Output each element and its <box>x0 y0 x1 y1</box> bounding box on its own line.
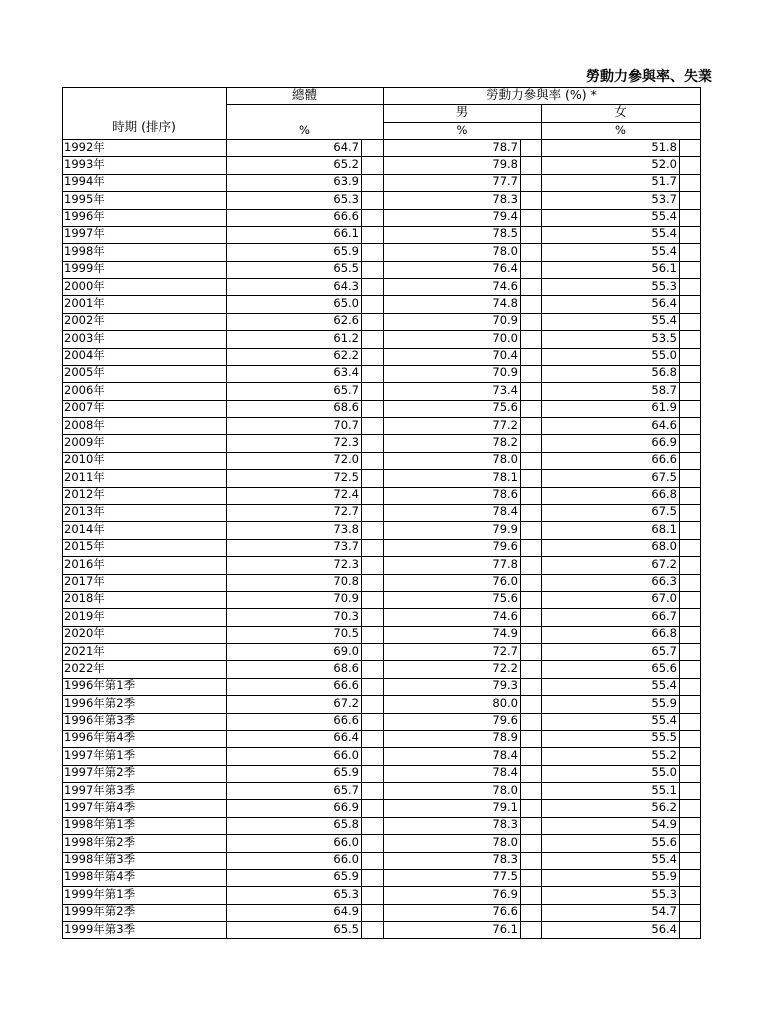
row-period: 1992年 <box>64 139 105 154</box>
row-female: 55.4 <box>651 313 677 328</box>
row-period: 1996年第1季 <box>64 678 136 693</box>
row-period: 1998年 <box>64 243 105 258</box>
row-male: 76.4 <box>492 261 518 276</box>
row-period: 1998年第1季 <box>64 817 136 832</box>
row-male: 76.9 <box>492 886 518 901</box>
row-period: 2014年 <box>64 521 105 536</box>
female-unit: % <box>615 123 626 137</box>
row-male: 78.4 <box>492 765 518 780</box>
row-female: 55.0 <box>651 765 677 780</box>
row-female: 55.3 <box>651 278 677 293</box>
row-male: 75.6 <box>492 591 518 606</box>
row-male: 79.8 <box>492 156 518 171</box>
row-female: 56.8 <box>651 365 677 380</box>
row-female: 53.7 <box>651 191 677 206</box>
row-overall: 62.6 <box>333 313 359 328</box>
row-overall: 68.6 <box>333 400 359 415</box>
male-header: 男 <box>455 104 469 119</box>
row-female: 55.4 <box>651 209 677 224</box>
row-period: 2019年 <box>64 608 105 623</box>
row-overall: 72.3 <box>333 434 359 449</box>
row-male: 77.5 <box>492 869 518 884</box>
row-period: 1998年第4季 <box>64 869 136 884</box>
row-overall: 70.5 <box>333 626 359 641</box>
row-male: 74.9 <box>492 626 518 641</box>
row-period: 2002年 <box>64 313 105 328</box>
row-female: 65.6 <box>651 660 677 675</box>
row-male: 77.2 <box>492 417 518 432</box>
row-female: 65.7 <box>651 643 677 658</box>
row-overall: 73.7 <box>333 539 359 554</box>
row-period: 1997年第4季 <box>64 799 136 814</box>
row-overall: 66.9 <box>333 799 359 814</box>
row-female: 66.3 <box>651 574 677 588</box>
row-overall: 70.9 <box>333 591 359 606</box>
row-period: 2000年 <box>64 278 105 293</box>
grid-line <box>700 87 701 939</box>
row-overall: 65.0 <box>333 295 359 310</box>
row-period: 1997年第2季 <box>64 765 136 780</box>
row-overall: 72.5 <box>333 469 359 484</box>
overall-unit: % <box>299 123 310 137</box>
row-overall: 65.8 <box>333 817 359 832</box>
row-overall: 65.7 <box>333 782 359 797</box>
row-male: 78.0 <box>492 782 518 797</box>
row-overall: 66.0 <box>333 834 359 849</box>
row-overall: 65.9 <box>333 869 359 884</box>
row-male: 78.1 <box>492 469 518 484</box>
row-overall: 65.5 <box>333 261 359 276</box>
row-period: 1996年第2季 <box>64 695 136 710</box>
row-female: 67.5 <box>651 469 677 484</box>
row-overall: 67.2 <box>333 695 359 710</box>
row-male: 78.4 <box>492 747 518 762</box>
row-overall: 62.2 <box>333 348 359 363</box>
row-period: 2006年 <box>64 382 105 397</box>
row-period: 1997年 <box>64 226 105 241</box>
row-female: 67.5 <box>651 504 677 519</box>
row-female: 55.4 <box>651 243 677 258</box>
row-male: 73.4 <box>492 382 518 397</box>
row-overall: 73.8 <box>333 521 359 536</box>
row-period: 2007年 <box>64 400 105 415</box>
row-male: 75.6 <box>492 400 518 415</box>
grid-line <box>62 938 701 939</box>
row-male: 78.6 <box>492 487 518 502</box>
row-period: 2020年 <box>64 626 105 641</box>
row-male: 78.3 <box>492 817 518 832</box>
row-female: 56.1 <box>651 261 677 276</box>
row-male: 76.1 <box>492 921 518 936</box>
row-period: 2010年 <box>64 452 105 467</box>
row-male: 76.0 <box>492 574 518 588</box>
lfpr-header: 勞動力參與率 (%) * <box>486 87 597 102</box>
row-female: 55.6 <box>651 834 677 849</box>
row-male: 77.8 <box>492 556 518 571</box>
row-overall: 66.6 <box>333 678 359 693</box>
male-unit: % <box>456 123 468 137</box>
row-male: 78.5 <box>492 226 518 241</box>
row-overall: 66.1 <box>333 226 359 241</box>
row-overall: 70.8 <box>333 574 359 588</box>
row-male: 70.4 <box>492 348 518 363</box>
row-period: 1996年 <box>64 209 105 224</box>
row-female: 66.8 <box>651 487 677 502</box>
row-overall: 72.0 <box>333 452 359 467</box>
row-male: 72.7 <box>492 643 518 658</box>
overall-header: 總體 <box>291 87 317 102</box>
row-period: 1999年第1季 <box>64 886 136 901</box>
row-overall: 65.9 <box>333 243 359 258</box>
row-female: 54.7 <box>651 904 677 919</box>
row-overall: 70.7 <box>333 417 359 432</box>
row-female: 56.4 <box>651 295 677 310</box>
row-overall: 66.6 <box>333 713 359 728</box>
row-period: 2016年 <box>64 556 105 571</box>
row-period: 1996年第4季 <box>64 730 136 745</box>
page-title: 勞動力參與率、失業 <box>586 69 712 85</box>
row-male: 70.9 <box>492 365 518 380</box>
row-male: 79.6 <box>492 713 518 728</box>
row-male: 72.2 <box>492 660 518 675</box>
row-male: 78.7 <box>492 139 518 154</box>
row-overall: 69.0 <box>333 643 359 658</box>
row-female: 66.9 <box>651 434 677 449</box>
period-header: 時期 (排序) <box>112 119 176 134</box>
row-period: 1995年 <box>64 191 105 206</box>
row-male: 78.2 <box>492 434 518 449</box>
row-period: 2009年 <box>64 434 105 449</box>
row-period: 2003年 <box>64 330 105 345</box>
row-period: 1996年第3季 <box>64 713 136 728</box>
row-male: 78.4 <box>492 504 518 519</box>
row-period: 2017年 <box>64 574 105 588</box>
row-overall: 65.9 <box>333 765 359 780</box>
row-overall: 63.9 <box>333 174 359 189</box>
row-period: 1998年第3季 <box>64 852 136 867</box>
row-period: 1994年 <box>64 174 105 189</box>
row-male: 78.0 <box>492 243 518 258</box>
row-female: 55.5 <box>651 730 677 745</box>
row-overall: 65.2 <box>333 156 359 171</box>
row-male: 74.6 <box>492 278 518 293</box>
row-overall: 72.7 <box>333 504 359 519</box>
row-male: 78.3 <box>492 191 518 206</box>
row-male: 77.7 <box>492 174 518 189</box>
row-period: 2015年 <box>64 539 105 554</box>
row-female: 55.4 <box>651 713 677 728</box>
row-overall: 65.5 <box>333 921 359 936</box>
row-male: 80.0 <box>492 695 518 710</box>
row-female: 51.7 <box>651 174 677 189</box>
row-period: 1997年第3季 <box>64 782 136 797</box>
row-period: 2011年 <box>64 469 105 484</box>
female-header: 女 <box>614 104 627 119</box>
row-female: 55.3 <box>651 886 677 901</box>
row-period: 1997年第1季 <box>64 747 136 762</box>
row-period: 2018年 <box>64 591 105 606</box>
row-period: 1999年 <box>64 261 105 276</box>
row-overall: 65.3 <box>333 191 359 206</box>
row-female: 55.9 <box>651 695 677 710</box>
row-female: 55.1 <box>651 782 677 797</box>
row-male: 70.9 <box>492 313 518 328</box>
row-overall: 64.3 <box>333 278 359 293</box>
row-overall: 66.0 <box>333 747 359 762</box>
row-period: 2001年 <box>64 295 105 310</box>
row-period: 2021年 <box>64 643 105 658</box>
row-overall: 70.3 <box>333 608 359 623</box>
row-period: 2005年 <box>64 365 105 380</box>
row-overall: 66.0 <box>333 852 359 867</box>
row-overall: 61.2 <box>333 330 359 345</box>
row-overall: 66.4 <box>333 730 359 745</box>
row-female: 55.4 <box>651 226 677 241</box>
row-female: 68.1 <box>651 521 677 536</box>
row-period: 1999年第2季 <box>64 904 136 919</box>
row-period: 2022年 <box>64 660 105 675</box>
row-female: 55.4 <box>651 678 677 693</box>
row-overall: 65.3 <box>333 886 359 901</box>
row-female: 68.0 <box>651 539 677 554</box>
row-female: 56.2 <box>651 799 677 814</box>
row-female: 66.7 <box>651 608 677 623</box>
row-male: 70.0 <box>492 330 518 345</box>
row-period: 2012年 <box>64 487 105 502</box>
row-female: 55.9 <box>651 869 677 884</box>
row-male: 78.3 <box>492 852 518 867</box>
row-overall: 64.7 <box>333 139 359 154</box>
row-female: 61.9 <box>651 400 677 415</box>
row-period: 2013年 <box>64 504 105 519</box>
row-female: 53.5 <box>651 330 677 345</box>
row-male: 78.9 <box>492 730 518 745</box>
row-female: 66.6 <box>651 452 677 467</box>
row-period: 2004年 <box>64 348 105 363</box>
row-period: 2008年 <box>64 417 105 432</box>
row-overall: 63.4 <box>333 365 359 380</box>
row-female: 64.6 <box>651 417 677 432</box>
row-female: 51.8 <box>651 139 677 154</box>
row-female: 56.4 <box>651 921 677 936</box>
row-overall: 65.7 <box>333 382 359 397</box>
row-female: 58.7 <box>651 382 677 397</box>
row-male: 76.6 <box>492 904 518 919</box>
row-male: 79.1 <box>492 799 518 814</box>
row-female: 55.2 <box>651 747 677 762</box>
row-male: 78.0 <box>492 452 518 467</box>
grid-line <box>62 87 63 938</box>
row-period: 1999年第3季 <box>64 921 136 936</box>
row-overall: 66.6 <box>333 209 359 224</box>
row-male: 79.9 <box>492 521 518 536</box>
row-female: 67.0 <box>651 591 677 606</box>
row-female: 55.4 <box>651 852 677 867</box>
row-overall: 72.3 <box>333 556 359 571</box>
row-period: 1998年第2季 <box>64 834 136 849</box>
row-male: 79.4 <box>492 209 518 224</box>
row-female: 67.2 <box>651 556 677 571</box>
row-male: 78.0 <box>492 834 518 849</box>
row-female: 55.0 <box>651 348 677 363</box>
row-male: 74.8 <box>492 295 518 310</box>
row-overall: 68.6 <box>333 660 359 675</box>
row-male: 79.3 <box>492 678 518 693</box>
row-female: 66.8 <box>651 626 677 641</box>
row-overall: 64.9 <box>333 904 359 919</box>
row-female: 54.9 <box>651 817 677 832</box>
row-male: 79.6 <box>492 539 518 554</box>
row-period: 1993年 <box>64 156 105 171</box>
row-female: 52.0 <box>651 156 677 171</box>
row-male: 74.6 <box>492 608 518 623</box>
row-overall: 72.4 <box>333 487 359 502</box>
